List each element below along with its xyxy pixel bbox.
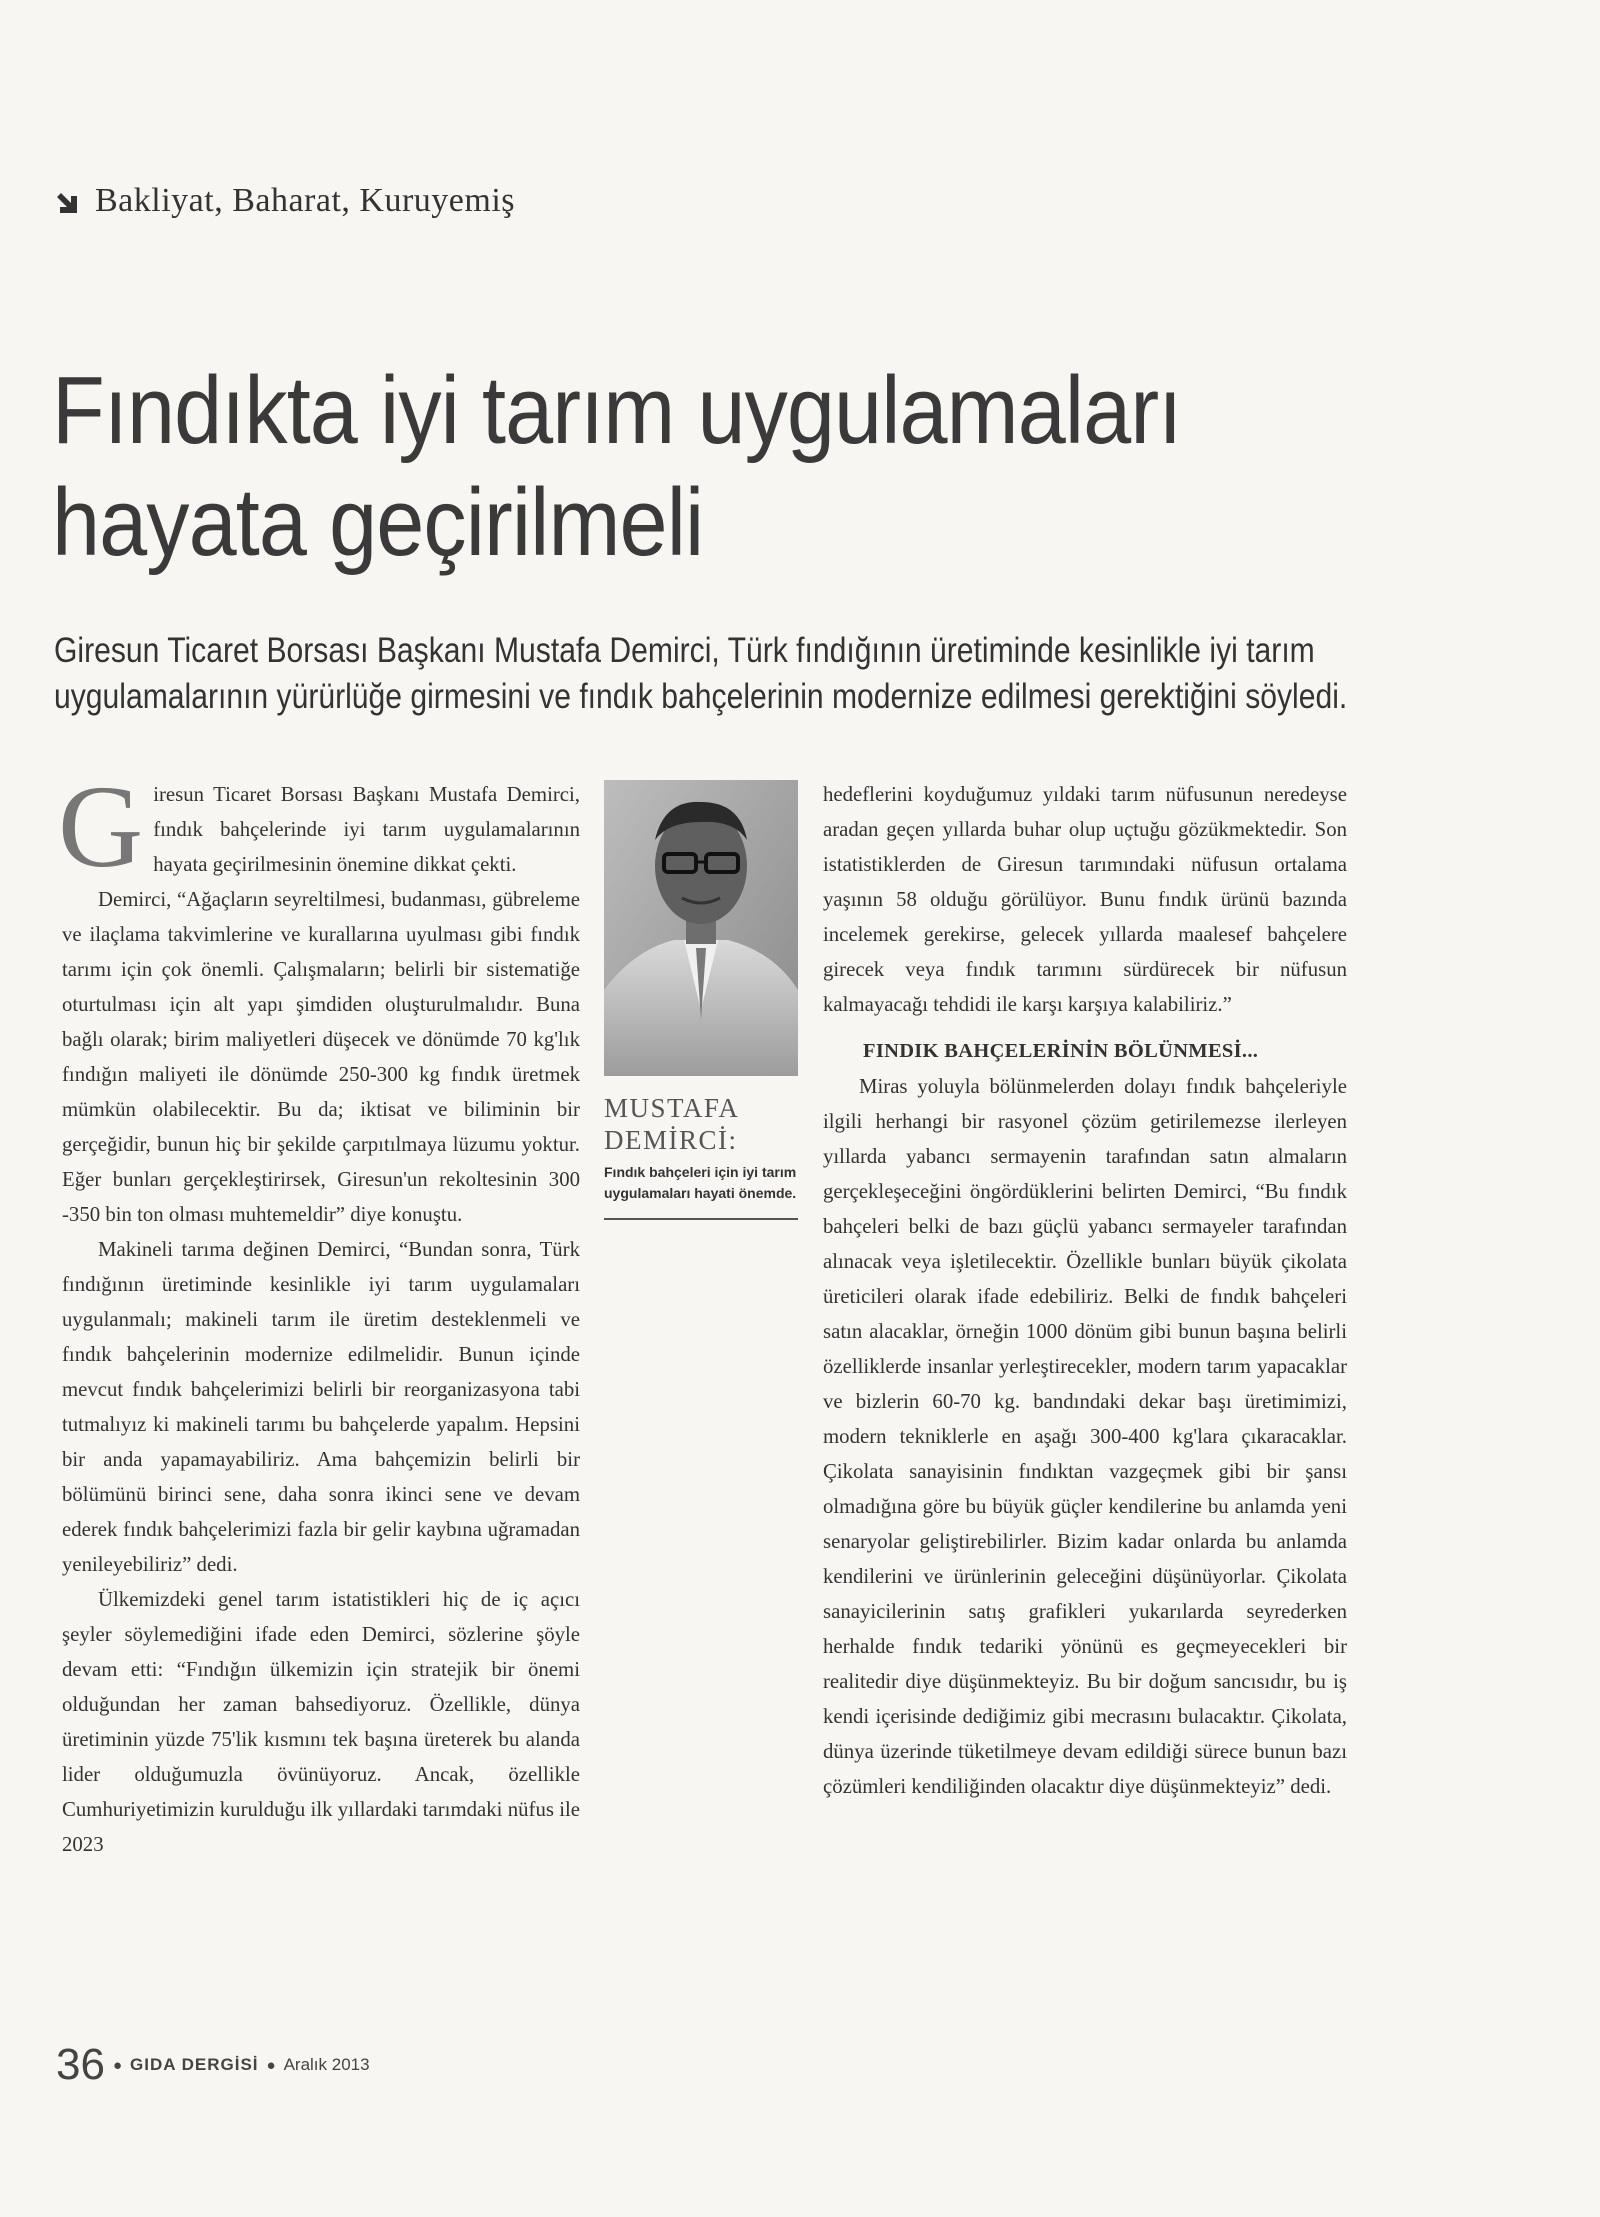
caption-rule	[604, 1218, 798, 1220]
paragraph-6: Miras yoluyla bölünmelerden dolayı fındık bahçeleriyle ilgili herhangi bir rasyonel çözüm getirilemezse ilerleyen yıllarda yabancı sermayenin tarafından satın almaların gerçekleşeceğini öngördüklerini belirten Demirci, “Bu fındık bahçeleri belki de bazı güçlü yabancı sermayeler tarafından alınacak veya işletilecektir. Özellikle bunları büyük çikolata üreticileri olarak ifade edebiliriz. Belki de fındık bahçeleri satın alacaklar, örneğin 1000 dönüm gibi bunun başına belirli özelliklerde insanlar yerleştirecekler, modern tarım yapacaklar ve bizlerin 60-70 kg. bandındaki dekar başı üretimimizi, modern tekniklerle en aşağı 300-400 kg'lara çıkaracaklar. Çikolata sanayisinin fındıktan vazgeçmek gibi bir şansı olmadığına göre bu büyük güçler kendilerine bu anlamda yeni senaryolar geliştirebilirler. Bizim kadar onlarda bu anlamda kendilerini ve ürünlerinin geleceğini düşünüyorlar. Çikolata sanayicilerinin satış grafikleri yukarılarda seyrederken herhalde fındık tedariki yönünü es geçmeyecekleri bir realitedir diye düşünmekteyiz. Bu bir doğum sancısıdır, bu iş kendi içerisinde dediğimiz gibi mecrasını bulacaktır. Çikolata, dünya üzerinde tüketilmeye devam edildiği sürece bunun bazı çözümleri kendiliğinden olacaktır diye düşünmekteyiz” dedi.	[823, 1075, 1347, 1798]
article-column-1	[58, 761, 580, 1862]
caption-name	[604, 1092, 804, 1156]
caption-text: Fındık bahçeleri için iyi tarım uygulamaları hayati önemde.	[604, 1164, 797, 1201]
paragraph-3: Makineli tarıma değinen Demirci, “Bundan sonra, Türk fındığının üretiminde kesinlikle iyi tarım uygulamaları uygulanmalı; makineli tarım ile üretim desteklenmeli ve fındık bahçelerinin modernize edilmelidir. Bunun içinde mevcut fındık bahçelerimizi belirli bir reorganizasyona tabi tutmalıyız ki makineli tarımı bu bahçelerde yapalım. Hepsini bir anda yapamayabiliriz. Ama bahçemizin belirli bir bölümünü birinci sene, daha sonra ikinci sene ve devam ederek fındık bahçelerimizi fazla bir gelir kaybına uğramadan yenileyebiliriz” dedi.	[62, 1238, 580, 1576]
lead-line-1: Giresun Ticaret Borsası Başkanı Mustafa Demirci, Türk fındığının üretiminde kesinlikle iyi tarım	[54, 631, 1315, 670]
paragraph-4: Ülkemizdeki genel tarım istatistikleri hiç de iç açıcı şeyler söylemediğini ifade eden Demirci, sözlerine şöyle devam etti: “Fındığın ülkemizin için stratejik bir önemi olduğundan her zaman bahsediyoruz. Özellikle, dünya üretiminin yüzde 75'lik kısmını tek başına üreterek bu alanda lider olduğumuzla övünüyoruz. Ancak, özellikle Cumhuriyetimizin kurulduğu ilk yıllardaki tarımdaki nüfus ile 2023	[62, 1588, 580, 1856]
issue-date: Aralık 2013	[283, 2055, 370, 2074]
article-column-2	[823, 777, 1347, 1804]
bullet-icon: ●	[112, 2056, 123, 2074]
drop-cap: G	[58, 761, 144, 892]
lead-paragraph	[54, 628, 1378, 720]
headline	[52, 355, 1240, 579]
paragraph-2: Demirci, “Ağaçların seyreltilmesi, budanması, gübreleme ve ilaçlama takvimlerine ve kurallarına uyulması gibi fındık tarımı için çok önemli. Çalışmaların; belirli bir sistematiğe oturtulması için alt yapı şimdiden oluşturulmalıdır. Buna bağlı olarak; birim maliyetleri düşecek ve dönümde 70 kg'lık fındığın maliyeti ile dönümde 250-300 kg fındık üretmek mümkün olabilecektir. Bu da; iktisat ve biliminin bir gerçeğidir, bunun hiç bir şekilde çarpıtılmaya lüzumu yoktur. Eğer bunları gerçekleştirirsek, Giresun'un rekoltesinin 300 -350 bin ton olması muhtemeldir” diye konuştu.	[62, 888, 580, 1226]
section-title: Bakliyat, Baharat, Kuruyemiş	[95, 182, 516, 219]
page-number: 36	[56, 2040, 105, 2089]
section-tag	[55, 182, 515, 224]
paragraph-1-text: iresun Ticaret Borsası Başkanı Mustafa Demirci, fındık bahçelerinde iyi tarım uygulamalarının hayata geçirilmesinin önemine dikkat çekti.	[153, 783, 580, 876]
photo-caption	[604, 1092, 804, 1220]
paragraph-1	[58, 761, 580, 892]
portrait-photo	[604, 780, 798, 1076]
page-footer	[56, 2040, 370, 2090]
headline-line-2: hayata geçirilmeli	[52, 469, 704, 576]
subheading: FINDIK BAHÇELERİNİN BÖLÜNMESİ...	[863, 1040, 1259, 1062]
caption-name-line-2: DEMİRCİ:	[604, 1125, 738, 1155]
paragraph-5: hedeflerini koyduğumuz yıldaki tarım nüfusunun neredeyse aradan geçen yıllarda buhar olup uçtuğu gözükmektedir. Son istatistiklerden de Giresun tarımındaki nüfusun ortalama yaşının 58 olduğu görülüyor. Bunu fındık ürünü bazında incelemek gerekirse, gelecek yıllarda maalesef bahçelere girecek veya fındık tarımını sürdürecek bir nüfusun kalmayacağı tehdidi ile karşı karşıya kalabiliriz.”	[823, 783, 1347, 1016]
headline-line-1: Fındıkta iyi tarım uygulamaları	[52, 357, 1182, 464]
lead-line-2: uygulamalarının yürürlüğe girmesini ve fındık bahçelerinin modernize edilmesi gerektiğini söyledi.	[54, 677, 1348, 716]
arrow-down-right-icon	[55, 186, 81, 224]
magazine-name: GIDA DERGİSİ	[130, 2055, 259, 2074]
caption-name-line-1: MUSTAFA	[604, 1093, 740, 1123]
bullet-icon: ●	[266, 2056, 276, 2074]
